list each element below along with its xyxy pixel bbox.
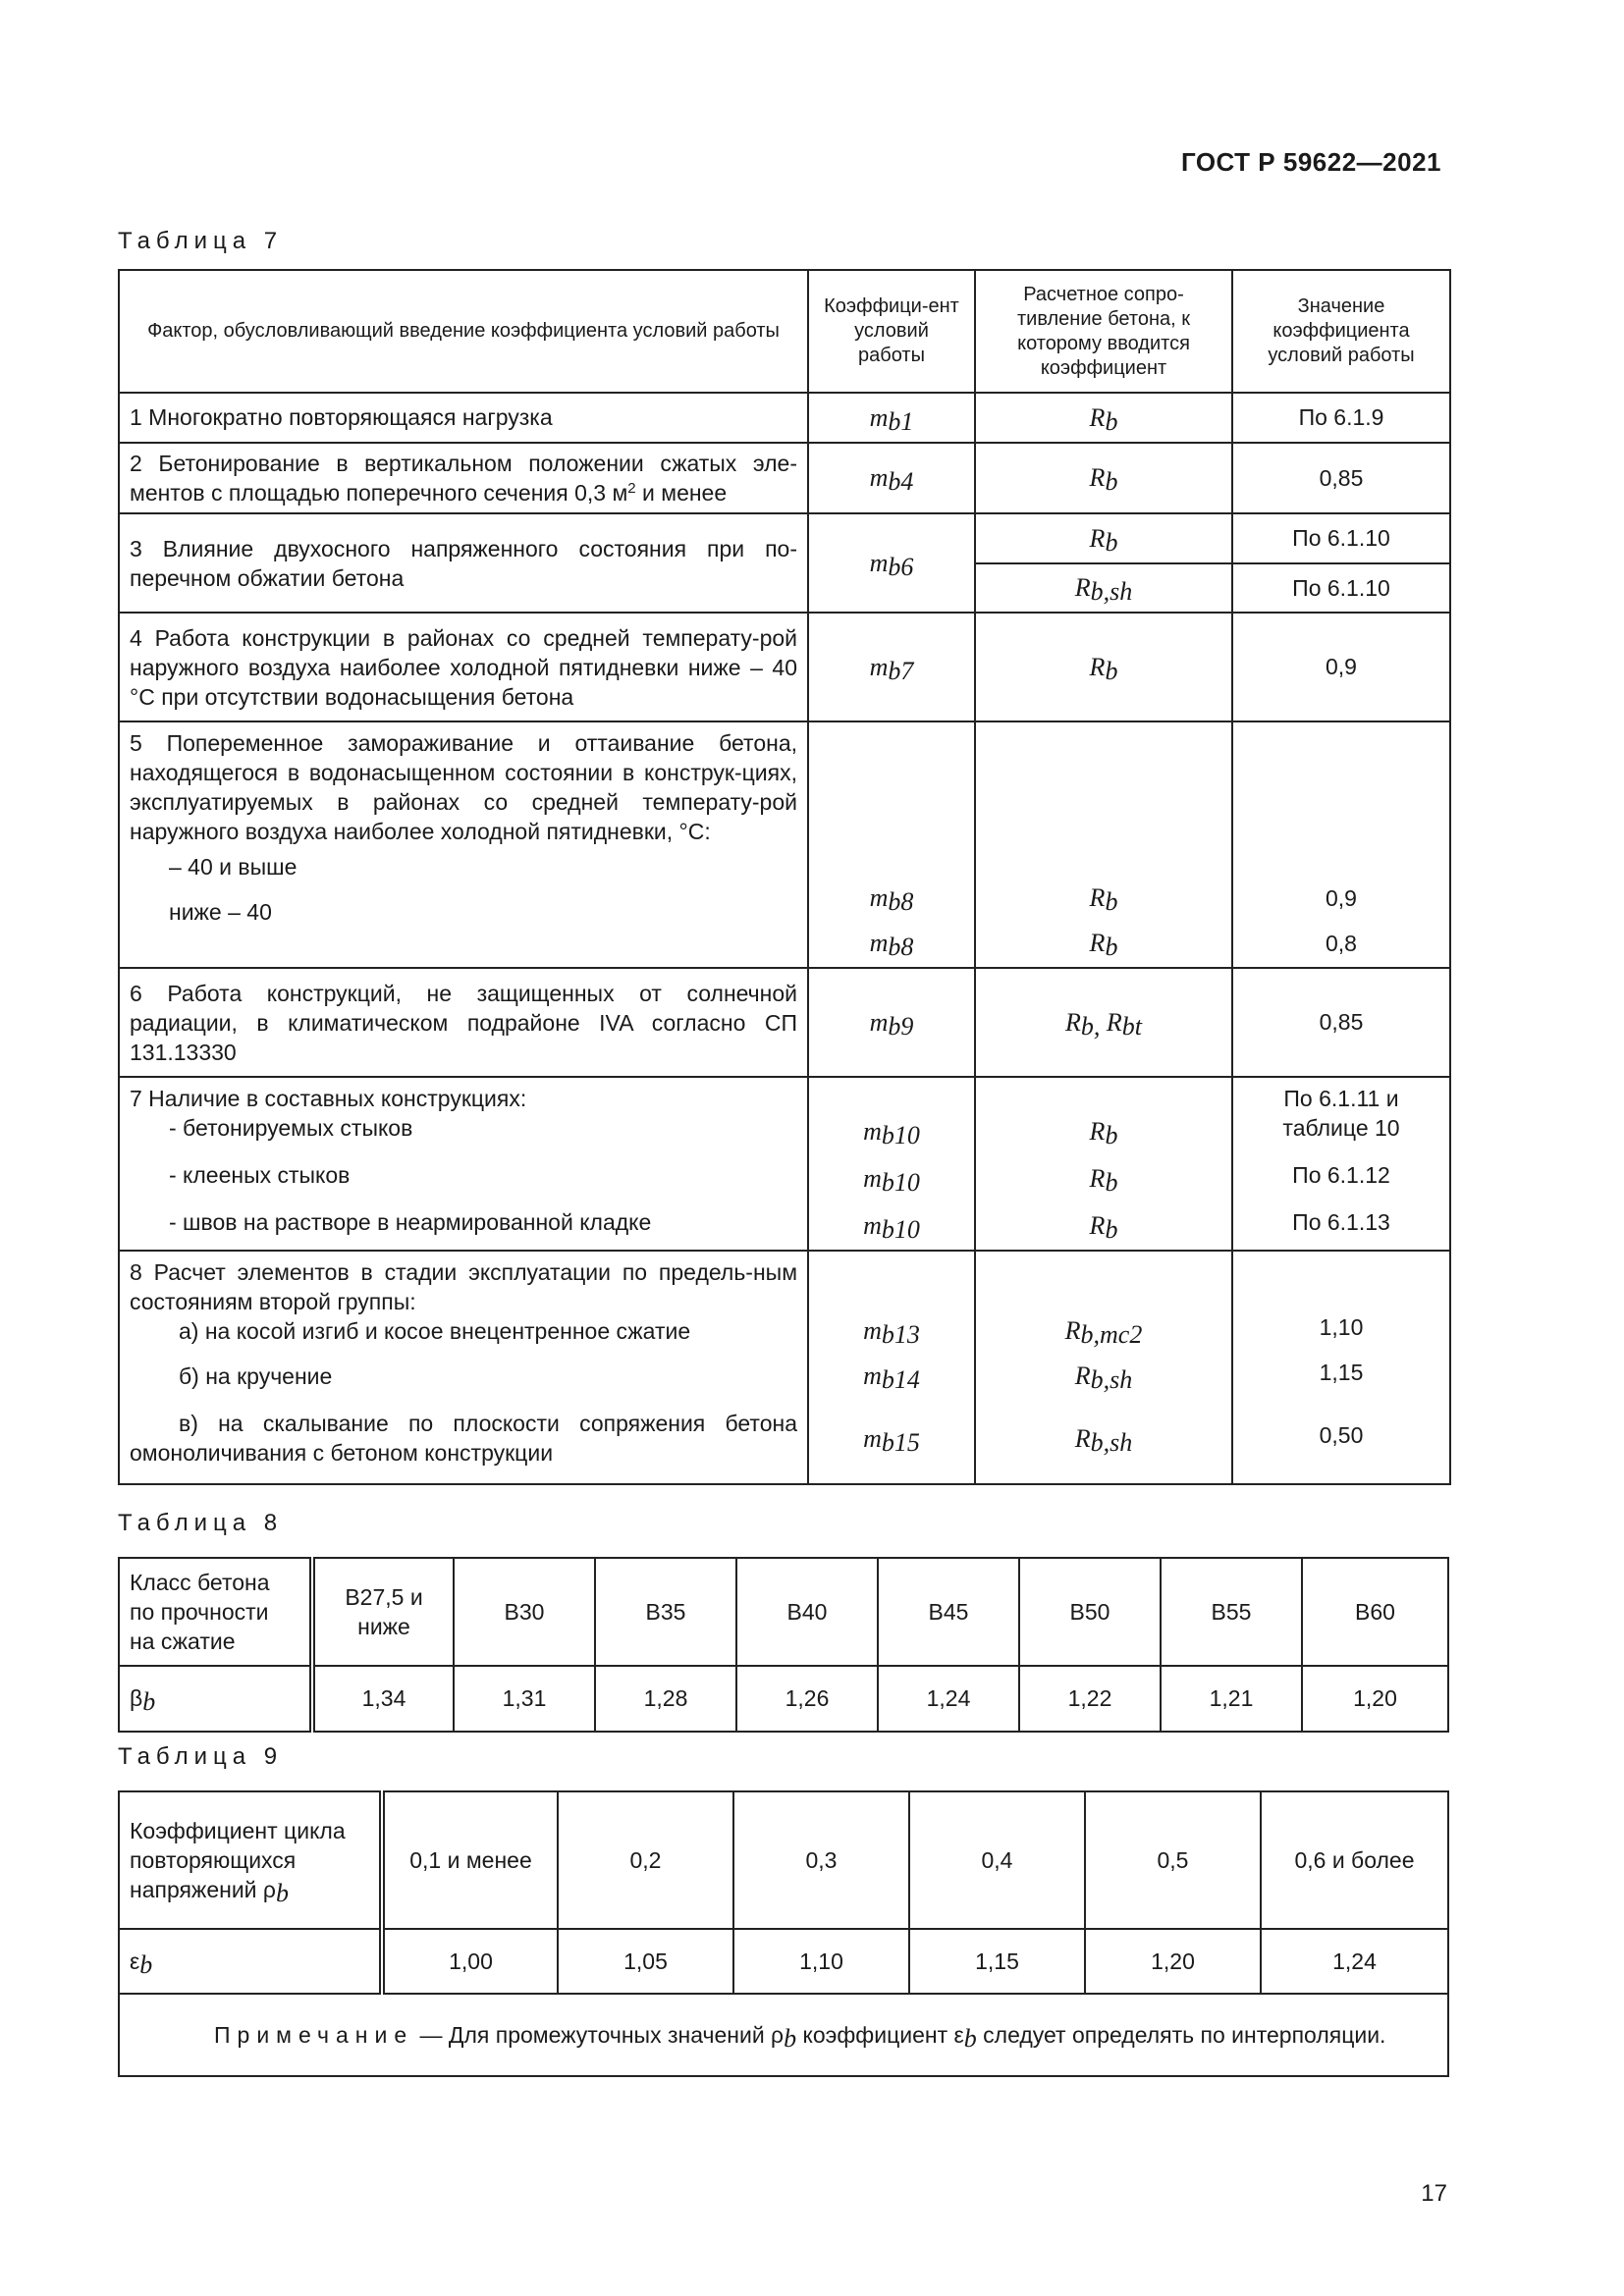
coefficient-cell: $m_{b10}$ $m_{b10}$ $m_{b10}$ — [808, 1077, 975, 1251]
cycle-cell: 0,5 — [1085, 1791, 1261, 1929]
epsilon-label: $\varepsilon_b$ — [119, 1929, 382, 1994]
header-resistance: Расчетное сопро-тивление бетона, к которому вводится коэффициент — [975, 270, 1232, 393]
factor-cell: 6 Работа конструкций, не защищенных от солнечной радиации, в климатическом подрайоне IVA согласно СП 131.13330 — [119, 968, 808, 1077]
page-number: 17 — [1421, 2180, 1447, 2207]
value-cell: По 6.1.11 и таблице 10 По 6.1.12 По 6.1.13 — [1232, 1077, 1450, 1251]
resistance-cell: $R_b$ — [975, 443, 1232, 513]
beta-value-cell: 1,22 — [1019, 1666, 1161, 1732]
coefficient-cell: $m_{b7}$ — [808, 613, 975, 721]
factor-cell: 1 Многократно повторяющаяся нагрузка — [119, 393, 808, 443]
table-row — [119, 1251, 1450, 1484]
beta-value-cell: 1,26 — [736, 1666, 878, 1732]
cycle-cell: 0,3 — [733, 1791, 909, 1929]
table-row — [119, 968, 1450, 1077]
table-7-header-row — [119, 270, 1450, 393]
table-8-caption: Таблица 8 — [118, 1510, 284, 1536]
cycle-cell: 0,1 и менее — [382, 1791, 558, 1929]
coefficient-cell: $m_{b1}$ — [808, 393, 975, 443]
concrete-class-label: Класс бетона по прочности на сжатие — [119, 1558, 312, 1666]
resistance-cell: $R_{b,mc2}$ $R_{b,sh}$ $R_{b,sh}$ — [975, 1251, 1232, 1484]
epsilon-value-cell: 1,20 — [1085, 1929, 1261, 1994]
beta-value-cell: 1,34 — [312, 1666, 454, 1732]
table-row — [119, 721, 1450, 968]
header-value: Значение коэффициента условий работы — [1232, 270, 1450, 393]
factor-cell: 5 Попеременное замораживание и оттаивание бетона, находящегося в водонасыщенном состоянии в конструк-циях, эксплуатируемых в районах со средней температу-рой наружного воздуха наиболее холодной пятидневки, °С: – 40 и выше ниже – 40 — [119, 721, 808, 968]
beta-value-cell: 1,28 — [595, 1666, 736, 1732]
epsilon-value-cell: 1,15 — [909, 1929, 1085, 1994]
concrete-class-cell: B35 — [595, 1558, 736, 1666]
value-cell: По 6.1.9 — [1232, 393, 1450, 443]
resistance-cell: $R_b$ — [975, 613, 1232, 721]
resistance-cell: $R_b$ $R_b$ $R_b$ — [975, 1077, 1232, 1251]
value-cell: 0,9 — [1232, 613, 1450, 721]
concrete-class-cell: B50 — [1019, 1558, 1161, 1666]
concrete-class-cell: B55 — [1161, 1558, 1302, 1666]
concrete-class-cell: B40 — [736, 1558, 878, 1666]
table-7-caption: Таблица 7 — [118, 228, 284, 254]
factor-cell: 8 Расчет элементов в стадии эксплуатации по предель-ным состояниям второй группы: а) на косой изгиб и косое внецентренное сжатие б) на кручение в) на скалывание по плоскости сопряжения бетона омоноличивания с бетоном конструкции — [119, 1251, 808, 1484]
factor-cell: 7 Наличие в составных конструкциях: - бетонируемых стыков - клееных стыков - швов на растворе в неармированной кладке — [119, 1077, 808, 1251]
coefficient-cell: $m_{b13}$ $m_{b14}$ $m_{b15}$ — [808, 1251, 975, 1484]
value-cell: По 6.1.10 — [1232, 563, 1450, 613]
factor-cell: 2 Бетонирование в вертикальном положении сжатых эле-ментов с площадью поперечного сечения 0,3 $м^2$ и менее — [119, 443, 808, 513]
cycle-cell: 0,2 — [558, 1791, 733, 1929]
cycle-cell: 0,4 — [909, 1791, 1085, 1929]
coefficient-cell: $m_{b9}$ — [808, 968, 975, 1077]
table-7 — [118, 269, 1451, 1485]
table-8-header-row — [119, 1558, 1448, 1666]
epsilon-value-cell: 1,00 — [382, 1929, 558, 1994]
epsilon-value-cell: 1,05 — [558, 1929, 733, 1994]
table-row — [119, 443, 1450, 513]
coefficient-cell: $m_{b6}$ — [808, 513, 975, 613]
value-cell: 0,9 0,8 — [1232, 721, 1450, 968]
value-cell: 1,10 1,15 0,50 — [1232, 1251, 1450, 1484]
resistance-cell: $R_b$ $R_b$ — [975, 721, 1232, 968]
table-9-note: Примечание — Для промежуточных значений $\rho_b$ коэффициент $\varepsilon_b$ следует определять по интерполяции. — [119, 1994, 1448, 2076]
concrete-class-cell: B30 — [454, 1558, 595, 1666]
table-9-note-row — [119, 1994, 1448, 2076]
beta-value-cell: 1,20 — [1302, 1666, 1448, 1732]
beta-label: $\beta_b$ — [119, 1666, 312, 1732]
table-row — [119, 393, 1450, 443]
table-9-caption: Таблица 9 — [118, 1743, 284, 1770]
concrete-class-cell: B45 — [878, 1558, 1019, 1666]
beta-value-cell: 1,21 — [1161, 1666, 1302, 1732]
header-factor: Фактор, обусловливающий введение коэффициента условий работы — [119, 270, 808, 393]
resistance-cell: $R_b$ — [975, 513, 1232, 563]
table-row — [119, 613, 1450, 721]
beta-value-cell: 1,31 — [454, 1666, 595, 1732]
coefficient-cell: $m_{b8}$ $m_{b8}$ — [808, 721, 975, 968]
value-cell: 0,85 — [1232, 968, 1450, 1077]
concrete-class-cell: B27,5 и ниже — [312, 1558, 454, 1666]
table-9-header-row — [119, 1791, 1448, 1929]
header-coefficient: Коэффици-ент условий работы — [808, 270, 975, 393]
document-code: ГОСТ Р 59622—2021 — [1180, 147, 1441, 177]
cycle-coefficient-label: Коэффициент цикла повторяющихся напряжений $\rho_b$ — [119, 1791, 382, 1929]
concrete-class-cell: B60 — [1302, 1558, 1448, 1666]
cycle-cell: 0,6 и более — [1261, 1791, 1448, 1929]
resistance-cell: $R_{b,sh}$ — [975, 563, 1232, 613]
table-9-value-row — [119, 1929, 1448, 1994]
value-cell: По 6.1.10 — [1232, 513, 1450, 563]
table-row — [119, 1077, 1450, 1251]
table-9 — [118, 1790, 1449, 2077]
table-8 — [118, 1557, 1449, 1733]
epsilon-value-cell: 1,24 — [1261, 1929, 1448, 1994]
factor-cell: 4 Работа конструкции в районах со средней температу-рой наружного воздуха наиболее холодной пятидневки ниже – 40 °С при отсутствии водонасыщения бетона — [119, 613, 808, 721]
beta-value-cell: 1,24 — [878, 1666, 1019, 1732]
table-row — [119, 513, 1450, 563]
resistance-cell: $R_{b,}$ $R_{bt}$ — [975, 968, 1232, 1077]
epsilon-value-cell: 1,10 — [733, 1929, 909, 1994]
coefficient-cell: $m_{b4}$ — [808, 443, 975, 513]
factor-cell: 3 Влияние двухосного напряженного состояния при по-перечном обжатии бетона — [119, 513, 808, 613]
resistance-cell: $R_b$ — [975, 393, 1232, 443]
table-8-value-row — [119, 1666, 1448, 1732]
value-cell: 0,85 — [1232, 443, 1450, 513]
